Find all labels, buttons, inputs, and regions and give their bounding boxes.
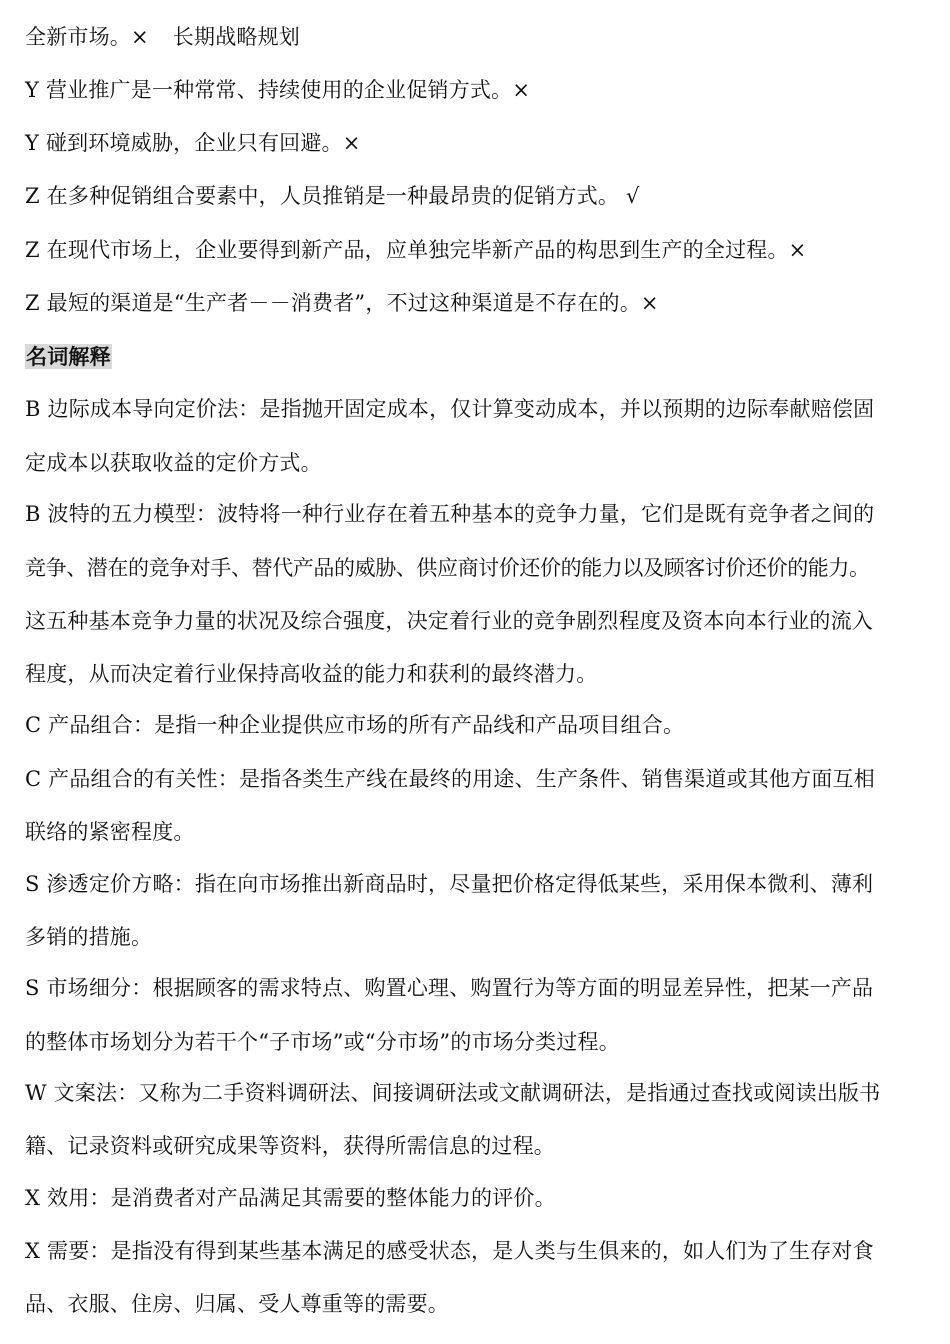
definition-line: 多销的措施。 — [25, 925, 153, 949]
text-line-start: 全新市场。× — [25, 25, 149, 49]
definition-line: C 产品组合的有关性：是指各类生产线在最终的用途、生产条件、销售渠道或其他方面互相 — [25, 767, 875, 791]
section-heading: 名词解释 — [26, 344, 111, 369]
definition-line: 联络的紧密程度。 — [25, 820, 195, 844]
definition-line: S 市场细分：根据顾客的需求特点、购置心理、购置行为等方面的明显差异性，把某一产品 — [25, 976, 874, 1000]
text-line — [25, 22, 300, 52]
definition-line: 的整体市场划分为若干个“子市场”或“分市场”的市场分类过程。 — [25, 1030, 620, 1054]
text-line: Z 在现代市场上，企业要得到新产品，应单独完毕新产品的构思到生产的全过程。× — [25, 238, 807, 262]
definition-line: 程度，从而决定着行业保持高收益的能力和获利的最终潜力。 — [25, 662, 598, 686]
definition-line: X 效用：是消费者对产品满足其需要的整体能力的评价。 — [25, 1186, 556, 1210]
text-line: Y 营业推广是一种常常、持续使用的企业促销方式。× — [25, 78, 531, 102]
definition-line: B 波特的五力模型：波特将一种行业存在着五种基本的竞争力量，它们是既有竞争者之间的 — [25, 502, 875, 526]
definition-line: 这五种基本竞争力量的状况及综合强度，决定着行业的竞争剧烈程度及资本向本行业的流入 — [25, 609, 873, 633]
text-line: Y 碰到环境威胁，企业只有回避。× — [25, 131, 361, 155]
text-line-end: 长期战略规划 — [172, 25, 300, 49]
section-heading-line — [25, 342, 112, 372]
definition-line: W 文案法：又称为二手资料调研法、间接调研法或文献调研法，是指通过查找或阅读出版书 — [25, 1081, 881, 1105]
definition-line: 竞争、潜在的竞争对手、替代产品的威胁、供应商讨价还价的能力以及顾客讨价还价的能力。 — [25, 556, 870, 580]
definition-line: 定成本以获取收益的定价方式。 — [25, 451, 322, 475]
definition-line: C 产品组合：是指一种企业提供应市场的所有产品线和产品项目组合。 — [25, 713, 685, 737]
text-line: Z 最短的渠道是“生产者－－消费者”，不过这种渠道是不存在的。× — [25, 291, 659, 315]
text-line: Z 在多种促销组合要素中，人员推销是一种最昂贵的促销方式。 √ — [25, 184, 640, 208]
definition-line: X 需要：是指没有得到某些基本满足的感受状态，是人类与生俱来的，如人们为了生存对食 — [25, 1239, 874, 1263]
definition-line: B 边际成本导向定价法：是指抛开固定成本，仅计算变动成本，并以预期的边际奉献赔偿固 — [25, 397, 875, 421]
definition-line: 品、衣服、住房、归属、受人尊重等的需要。 — [25, 1292, 449, 1316]
definition-line: 籍、记录资料或研究成果等资料，获得所需信息的过程。 — [25, 1134, 555, 1158]
definition-line: S 渗透定价方略：指在向市场推出新商品时，尽量把价格定得低某些，采用保本微利、薄利 — [25, 872, 874, 896]
